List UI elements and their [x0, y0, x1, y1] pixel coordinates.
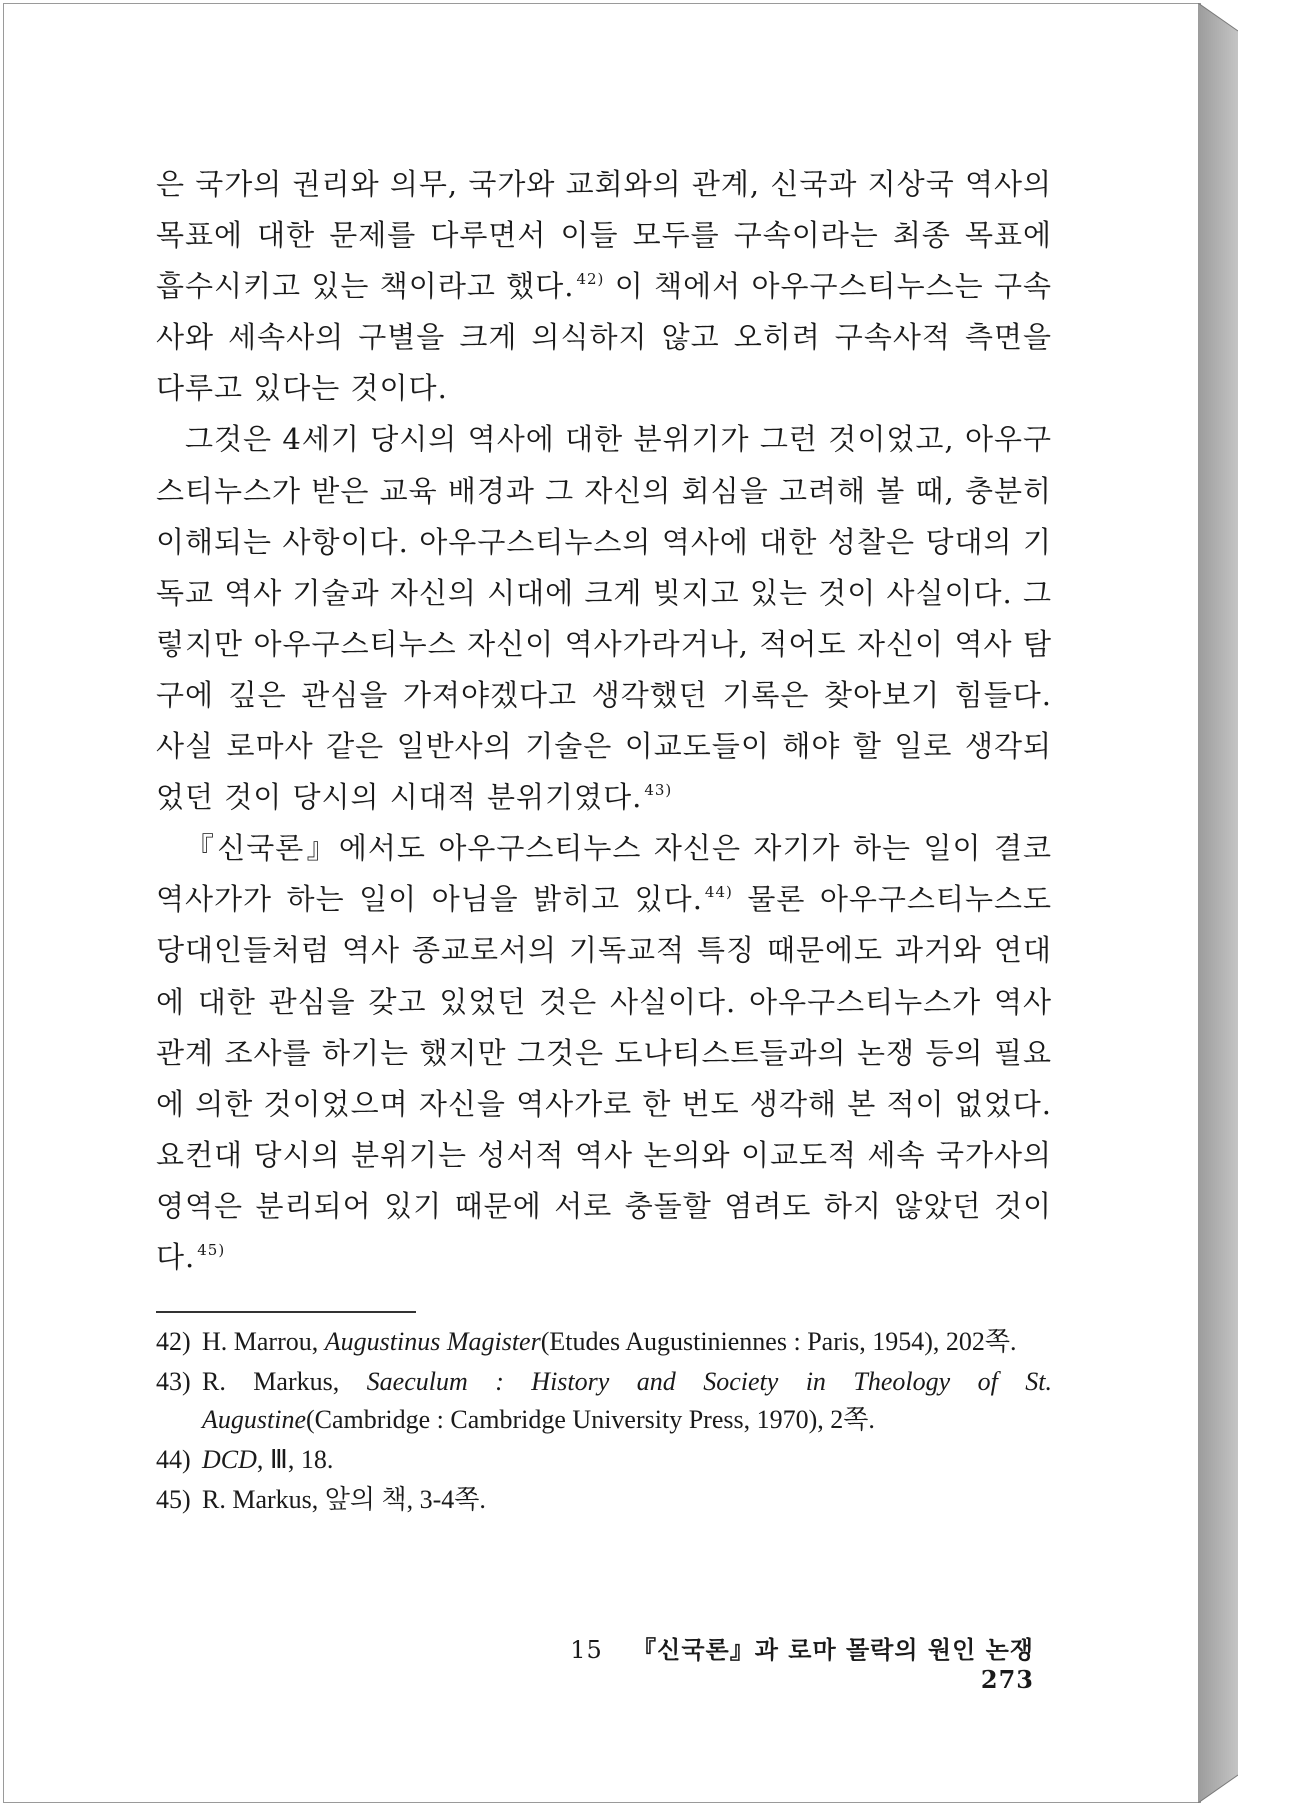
paragraph-text: 은 국가의 권리와 의무, 국가와 교회와의 관계, 신국과 지상국 역사의 목표에 대한 문제를 다루면서 이들 모두를 구속이라는 최종 목표에 흡수시키고 있는 책이라고 했다. [156, 167, 1052, 304]
footnote-title: Augustinus Magister [324, 1327, 541, 1357]
footnote-number: 43) [156, 1367, 191, 1397]
footnote-title: Saeculum : History and Society in Theology of St. Augustine [202, 1367, 1052, 1435]
footnote-text [202, 1481, 1052, 1519]
footnote-segment: R. Markus, [202, 1367, 367, 1397]
footnote-number: 44) [156, 1445, 191, 1475]
footnote-reference: 43) [644, 781, 673, 800]
paragraph-text: 그것은 4세기 당시의 역사에 대한 분위기가 그런 것이었고, 아우구스티누스가 받은 교육 배경과 그 자신의 회심을 고려해 볼 때, 충분히 이해되는 사항이다. 아우구스티누스의 역사에 대한 성찰은 당대의 기독교 역사 기술과 자신의 시대에 크게 빚지고 있는 것이 사실이다. 그렇지만 아우구스티누스 자신이 역사가라거나, 적어도 자신이 역사 탐구에 깊은 관심을 가져야겠다고 생각했던 기록은 찾아보기 힘들다. 사실 로마사 같은 일반사의 기술은 이교도들이 해야 할 일로 생각되었던 것이 당시의 시대적 분위기였다. [156, 422, 1052, 815]
body-paragraph [156, 414, 1052, 823]
footnote-text [202, 1323, 1052, 1361]
footnote-reference: 44) [704, 883, 733, 902]
footnote [156, 1481, 1052, 1519]
footnote-reference: 45) [197, 1240, 226, 1259]
footnote-text [202, 1441, 1052, 1479]
footnote-segment: (Etudes Augustiniennes : Paris, 1954), 202쪽. [540, 1327, 1017, 1357]
footnote [156, 1363, 1052, 1439]
footnote-number: 45) [156, 1485, 191, 1515]
chapter-number: 15 [570, 1636, 603, 1664]
footnotes [156, 1323, 1052, 1519]
footnote-segment: R. Markus, 앞의 책, 3-4쪽. [202, 1485, 486, 1515]
paragraph-text: 이 책에서 아우구스티누스는 구속사와 세속사의 구별을 크게 의식하지 않고 오히려 구속사적 측면을 다루고 있다는 것이다. [156, 269, 1052, 406]
footnote-segment: H. Marrou, [202, 1327, 325, 1357]
footnote-reference: 42) [576, 270, 605, 289]
footnote [156, 1441, 1052, 1479]
footnote-title: DCD [202, 1445, 257, 1475]
footnote-segment: (Cambridge : Cambridge University Press, 1970), 2쪽. [306, 1405, 875, 1435]
chapter-title: 『신국론』과 로마 몰락의 원인 논쟁 [632, 1635, 1034, 1664]
body-paragraph [156, 159, 1052, 414]
footnote-text [202, 1363, 1052, 1439]
paragraph-text: 『신국론』에서도 아우구스티누스 자신은 자기가 하는 일이 결코 역사가가 하는 일이 아님을 밝히고 있다. [156, 831, 1052, 917]
page-stack-edge [1198, 3, 1238, 1803]
body-paragraph [156, 823, 1052, 1283]
footnote-separator [156, 1311, 416, 1313]
page-number: 273 [980, 1665, 1034, 1694]
footnote-segment: , Ⅲ, 18. [256, 1445, 334, 1475]
footnote-number: 42) [156, 1327, 191, 1357]
paragraph-text: 물론 아우구스티누스도 당대인들처럼 역사 종교로서의 기독교적 특징 때문에도 과거와 연대에 대한 관심을 갖고 있었던 것은 사실이다. 아우구스티누스가 역사 관계 조사를 하기는 했지만 그것은 도나티스트들과의 논쟁 등의 필요에 의한 것이었으며 자신을 역사가로 한 번도 생각해 본 적이 없었다. 요컨대 당시의 분위기는 성서적 역사 논의와 이교도적 세속 국가사의 영역은 분리되어 있기 때문에 서로 충돌할 염려도 하지 않았던 것이다. [156, 882, 1053, 1274]
footnote [156, 1323, 1052, 1361]
body-text [156, 159, 1052, 1283]
page-content [156, 159, 1052, 1521]
page [3, 3, 1201, 1803]
running-footer [514, 1630, 1034, 1694]
